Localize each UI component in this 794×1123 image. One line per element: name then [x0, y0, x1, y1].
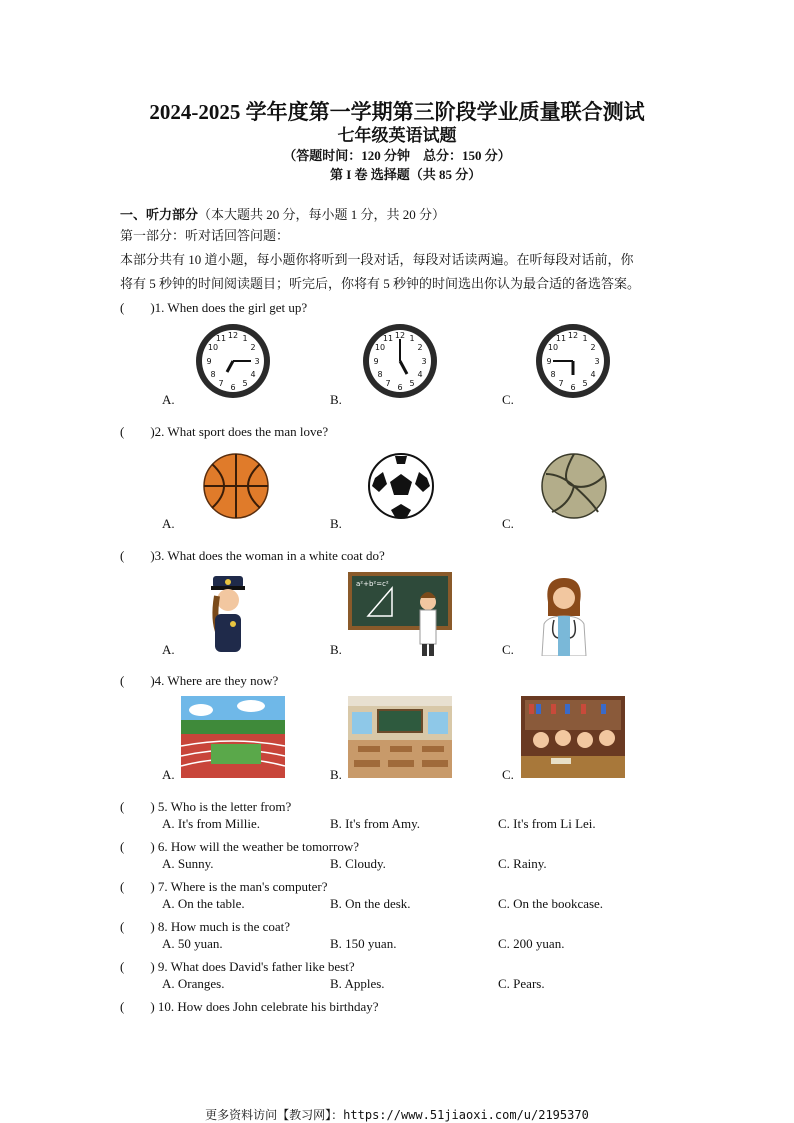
option-c: C. It's from Li Lei. [498, 816, 596, 831]
svg-text:5: 5 [242, 379, 248, 388]
section-part: 第一部分：听对话回答问题： [120, 228, 290, 243]
svg-text:4: 4 [417, 370, 423, 379]
instructions-line-1: 本部分共有 10 道小题，每小题你将听到一段对话，每段对话读两遍。在听每段对话前，你 [120, 252, 634, 267]
option-b: B. [330, 392, 342, 407]
answer-bracket[interactable]: ( ) [120, 879, 155, 894]
option-c: C. [502, 642, 514, 657]
police-officer-icon [203, 570, 253, 654]
svg-text:6: 6 [570, 383, 576, 392]
svg-text:10: 10 [207, 343, 219, 352]
svg-text:8: 8 [377, 370, 383, 379]
library-image [521, 696, 625, 778]
svg-text:6: 6 [230, 383, 236, 392]
option-c: C. Rainy. [498, 856, 547, 871]
answer-bracket[interactable]: ( ) [120, 959, 155, 974]
question-text: 10. How does John celebrate his birthday? [154, 999, 379, 1014]
svg-text:7: 7 [558, 379, 564, 388]
svg-text:12: 12 [227, 331, 239, 340]
question-text: 5. Who is the letter from? [154, 799, 292, 814]
answer-bracket[interactable]: ( ) [120, 919, 155, 934]
option-c: C. On the bookcase. [498, 896, 604, 911]
question-text: 8. How much is the coat? [154, 919, 291, 934]
svg-text:3: 3 [594, 357, 600, 366]
answer-bracket[interactable]: ( ) [120, 300, 155, 315]
option-c: C. [502, 392, 514, 407]
question-text: 9. What does David's father like best? [154, 959, 355, 974]
volume-heading: 第 I 卷 选择题（共 85 分） [330, 167, 482, 182]
svg-text:9: 9 [546, 357, 552, 366]
question-1 [120, 297, 307, 316]
section-heading: 一、听力部分 [120, 207, 199, 222]
svg-text:9: 9 [206, 357, 212, 366]
svg-text:4: 4 [590, 370, 596, 379]
svg-text:12: 12 [567, 331, 579, 340]
svg-text:3: 3 [254, 357, 260, 366]
clock-5-25-icon [361, 322, 439, 400]
option-b: B. [330, 767, 342, 782]
basketball-icon [202, 452, 270, 520]
svg-text:1: 1 [582, 334, 588, 343]
svg-text:10: 10 [374, 343, 386, 352]
answer-bracket[interactable]: ( ) [120, 424, 155, 439]
option-a: A. On the table. [162, 896, 245, 911]
option-a: A. Sunny. [162, 856, 214, 871]
answer-bracket[interactable]: ( ) [120, 799, 155, 814]
clock-7-15-icon [194, 322, 272, 400]
svg-text:4: 4 [250, 370, 256, 379]
option-a: A. [162, 642, 175, 657]
option-b: B. On the desk. [330, 896, 411, 911]
option-c: C. [502, 767, 514, 782]
option-a: A. Oranges. [162, 976, 225, 991]
option-a: A. [162, 767, 175, 782]
svg-text:5: 5 [582, 379, 588, 388]
option-b: B. Apples. [330, 976, 385, 991]
section-heading-line [120, 204, 445, 223]
teacher-at-blackboard-icon [348, 572, 452, 656]
question-8 [120, 916, 290, 935]
svg-text:8: 8 [550, 370, 556, 379]
svg-text:8: 8 [210, 370, 216, 379]
question-2 [120, 421, 328, 440]
option-a: A. It's from Millie. [162, 816, 261, 831]
option-a: A. [162, 392, 175, 407]
option-c: C. [502, 516, 514, 531]
option-b: B. [330, 642, 342, 657]
option-c: C. 200 yuan. [498, 936, 565, 951]
question-text: 7. Where is the man's computer? [154, 879, 328, 894]
answer-bracket[interactable]: ( ) [120, 999, 155, 1014]
svg-text:6: 6 [397, 383, 403, 392]
svg-text:2: 2 [250, 343, 256, 352]
exam-subtitle: 七年级英语试题 [337, 126, 457, 145]
question-10 [120, 996, 379, 1015]
answer-bracket[interactable]: ( ) [120, 839, 155, 854]
svg-text:3: 3 [421, 357, 427, 366]
option-b: B. 150 yuan. [330, 936, 397, 951]
svg-text:11: 11 [215, 334, 227, 343]
question-9 [120, 956, 355, 975]
question-6 [120, 836, 359, 855]
exam-info: （答题时间：120 分钟 总分：150 分） [283, 148, 511, 163]
svg-text:10: 10 [547, 343, 559, 352]
svg-text:a²+b²=c²: a²+b²=c² [356, 580, 389, 588]
volleyball-icon [540, 452, 608, 520]
instructions-line-2: 将有 5 秒钟的时间阅读题目；听完后，你将有 5 秒钟的时间选出你认为最合适的备选答案。 [120, 276, 641, 291]
question-7 [120, 876, 328, 895]
section-heading-note: （本大题共 20 分，每小题 1 分，共 20 分） [198, 207, 446, 222]
answer-bracket[interactable]: ( ) [120, 548, 155, 563]
svg-text:11: 11 [382, 334, 394, 343]
option-c: C. Pears. [498, 976, 545, 991]
classroom-image [348, 696, 452, 778]
option-b: B. Cloudy. [330, 856, 386, 871]
svg-text:2: 2 [590, 343, 596, 352]
soccer-ball-icon [367, 452, 435, 520]
footer-link[interactable]: 更多资料访问【教习网】：https://www.51jiaoxi.com/u/2195370 [205, 1108, 589, 1122]
playground-image [181, 696, 285, 778]
question-4 [120, 670, 278, 689]
question-3 [120, 545, 385, 564]
answer-bracket[interactable]: ( ) [120, 673, 155, 688]
question-text: 2. What sport does the man love? [154, 424, 329, 439]
option-b: B. It's from Amy. [330, 816, 420, 831]
question-5 [120, 796, 291, 815]
question-text: 3. What does the woman in a white coat do? [154, 548, 385, 563]
clock-6-45-icon [534, 322, 612, 400]
exam-title: 2024-2025 学年度第一学期第三阶段学业质量联合测试 [149, 100, 645, 124]
option-a: A. [162, 516, 175, 531]
option-a: A. 50 yuan. [162, 936, 223, 951]
svg-text:7: 7 [218, 379, 224, 388]
svg-text:1: 1 [242, 334, 248, 343]
svg-text:1: 1 [409, 334, 415, 343]
question-text: 1. When does the girl get up? [154, 300, 308, 315]
question-text: 4. Where are they now? [154, 673, 279, 688]
question-text: 6. How will the weather be tomorrow? [154, 839, 360, 854]
option-b: B. [330, 516, 342, 531]
svg-text:5: 5 [409, 379, 415, 388]
svg-text:9: 9 [373, 357, 379, 366]
svg-text:11: 11 [555, 334, 567, 343]
doctor-icon [536, 572, 592, 656]
svg-text:12: 12 [394, 331, 406, 340]
svg-text:7: 7 [385, 379, 391, 388]
svg-text:2: 2 [417, 343, 423, 352]
